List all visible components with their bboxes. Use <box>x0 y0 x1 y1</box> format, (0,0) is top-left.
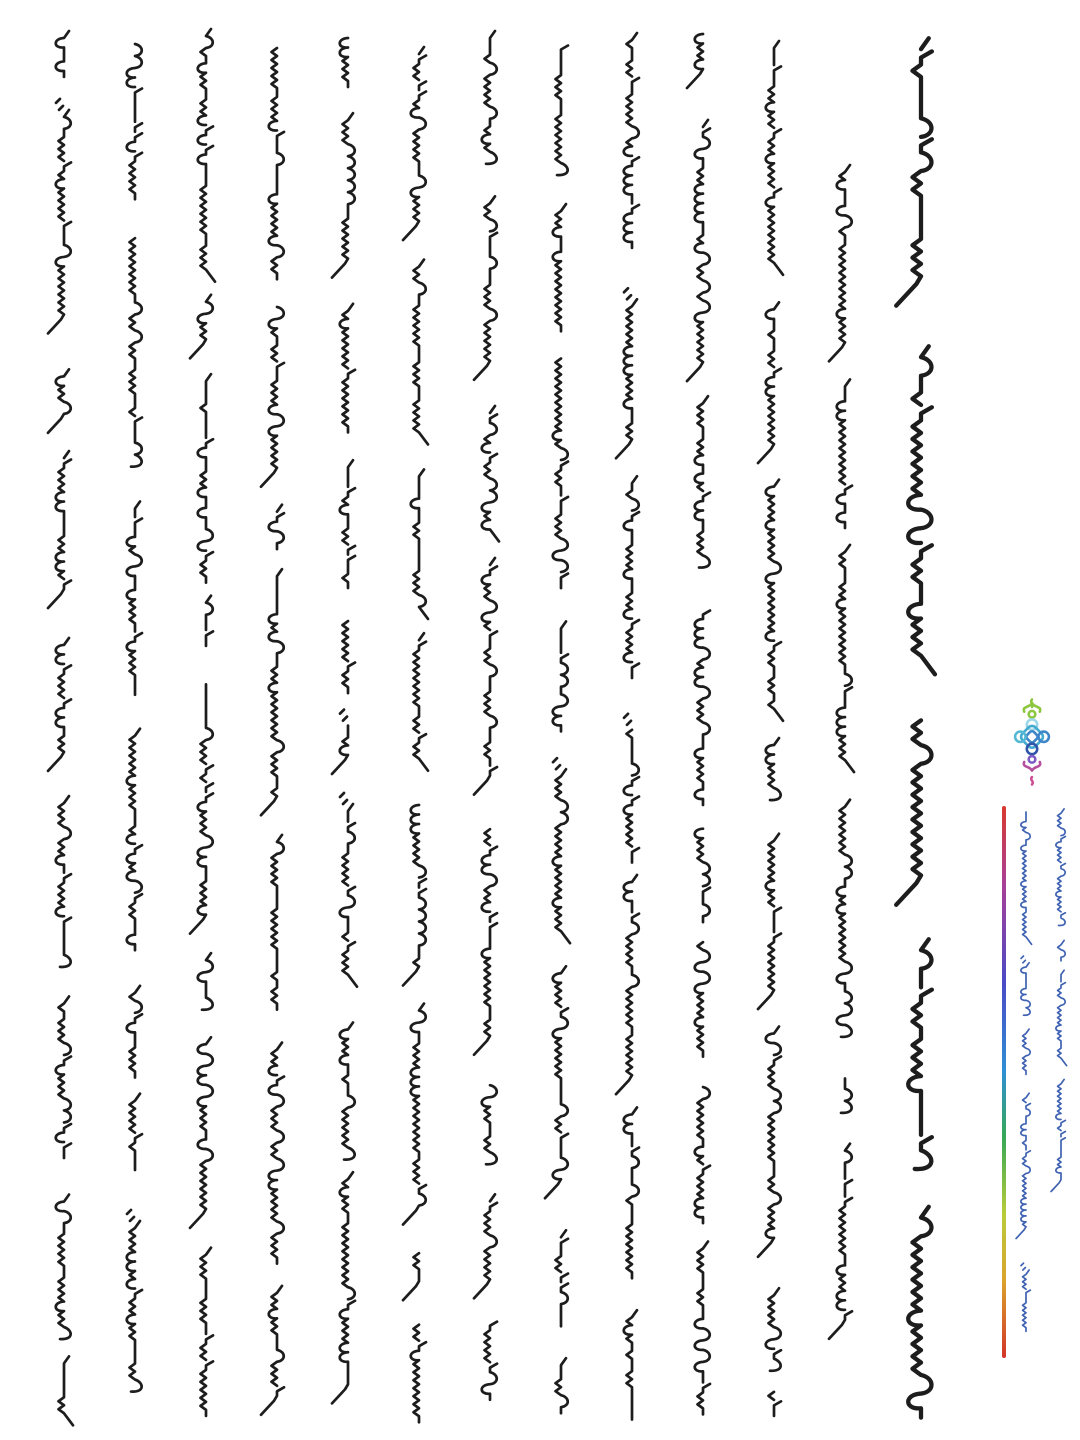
brand-caption-column-2 <box>1051 809 1067 1192</box>
body-column-6 <box>403 47 428 1422</box>
body-column-7 <box>474 31 499 1400</box>
ulzii-knot-logo <box>1006 696 1058 788</box>
body-column-3 <box>190 29 215 1416</box>
knot-diamond-outer <box>1019 724 1045 750</box>
body-column-12 <box>829 165 854 1339</box>
knot-bottom-drop <box>1031 777 1033 784</box>
body-column-10 <box>687 34 710 1414</box>
brand-caption-column-1 <box>1016 812 1031 1331</box>
title-column <box>896 38 935 1417</box>
body-column-9 <box>616 33 639 1420</box>
body-column-4 <box>261 48 284 1415</box>
body-column-2 <box>127 44 142 1392</box>
rainbow-divider-line <box>1002 806 1006 1358</box>
body-column-1 <box>48 31 73 1425</box>
knot-top-ring <box>1029 711 1036 718</box>
knot-bottom-ring <box>1029 756 1036 763</box>
body-column-5 <box>332 38 357 1403</box>
knot-diamond-inner <box>1025 730 1038 743</box>
body-column-8 <box>545 46 570 1414</box>
body-column-11 <box>758 41 783 1416</box>
